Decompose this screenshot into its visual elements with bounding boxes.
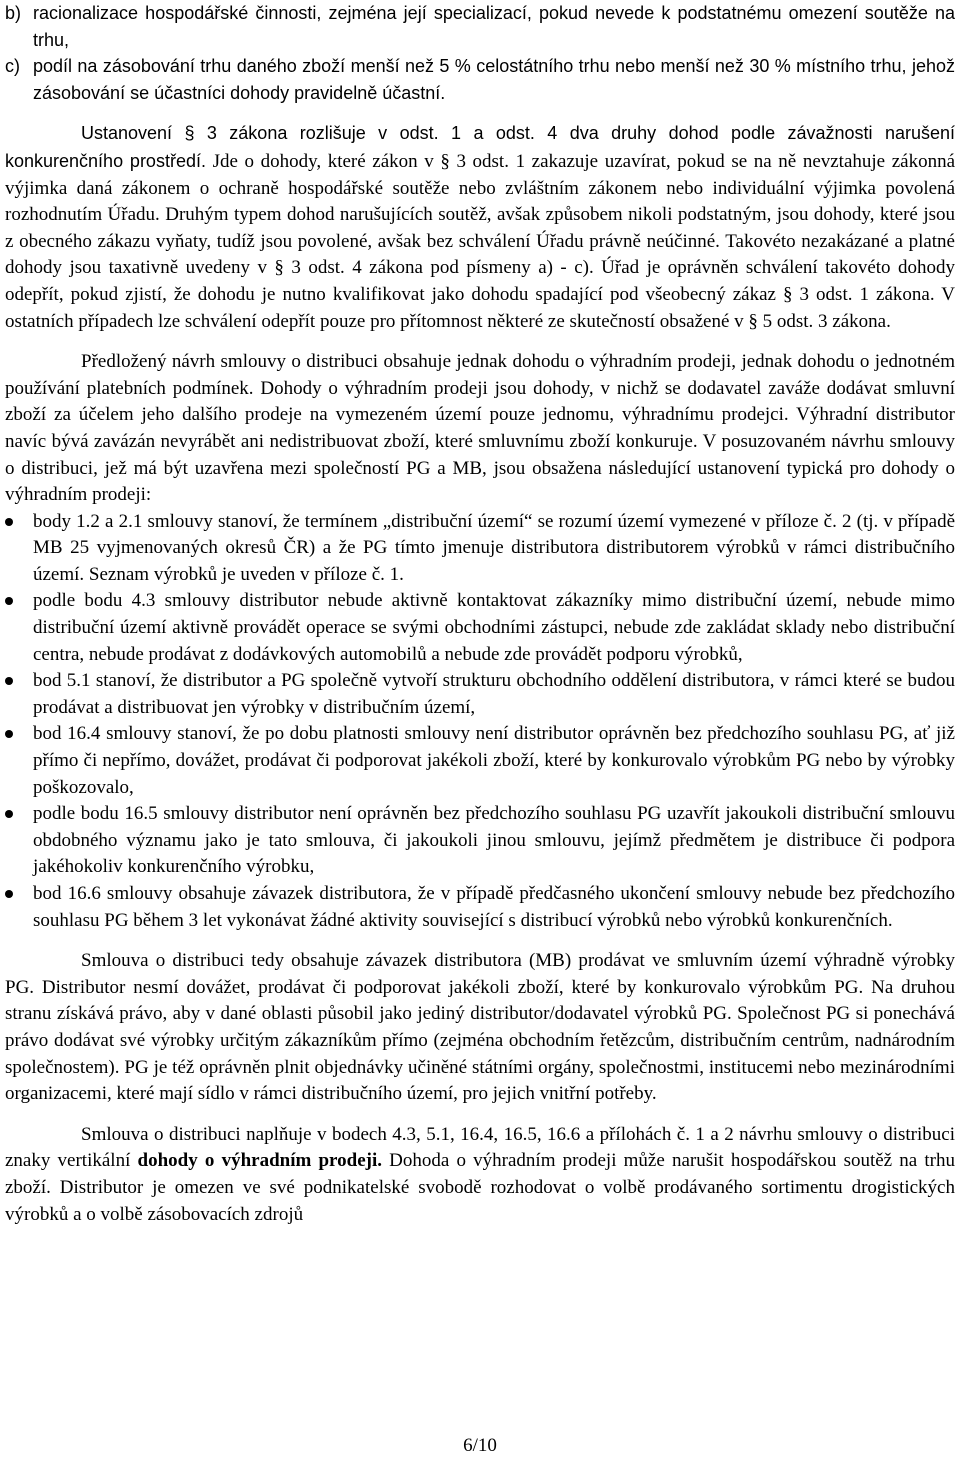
bullet-list: [5, 509, 955, 935]
bullet-icon: [5, 518, 13, 526]
bullet-icon: [5, 810, 13, 818]
paragraph-conclusion: Smlouva o distribuci naplňuje v bodech 4.3, 5.1, 16.4, 16.5, 16.6 a přílohách č. 1 a 2 návrhu smlouvy o distribuci znaky vertikální dohody o výhradním prodeji. Dohoda o výhradním prodeji může narušit hospodářskou soutěž na trhu zboží. Distributor je omezen ve své podnikatelské svobodě rozhodovat o volbě prodávaného sortimentu drogistických výrobků a o volbě zásobovacích zdrojů: [5, 1123, 955, 1225]
list-item-b: [5, 0, 955, 53]
lettered-list: [5, 0, 955, 106]
bullet-icon: [5, 597, 13, 605]
bullet-item: body 1.2 a 2.1 smlouvy stanoví, že termínem „distribuční území“ se rozumí území vymezené v příloze č. 2 (tj. v případě MB 25 vyjmenovaných okresů ČR) a že PG tímto jmenuje distributora distributorem výrobků v rámci distribučního území. Seznam výrobků je uveden v příloze č. 1.: [5, 509, 955, 589]
bullet-icon: [5, 890, 13, 898]
bullet-icon: [5, 677, 13, 685]
paragraph-contract-summary: Smlouva o distribuci tedy obsahuje závazek distributora (MB) prodávat ve smluvním území výhradně výrobky PG. Distributor nesmí dovážet, prodávat či podporovat jakékoli zboží, které by konkurovalo výrobkům PG. Na druhou stranu získává právo, aby v dané oblasti působil jako jediný distributor/dodavatel výrobků PG. Společnost PG si ponechává právo dodávat své výrobky určitým zákazníkům přímo (zejména obchodním řetězcům, distribučním centrům, nadnárodním společnostem). PG je též oprávněn plnit objednávky učiněné státními orgány, společnostmi, institucemi nebo mezinárodními organizacemi, které mají sídlo v rámci distribučního území, pro jejich vnitřní potřeby.: [5, 950, 955, 1105]
bullet-item: bod 16.4 smlouvy stanoví, že po dobu platnosti smlouvy není distributor oprávněn bez předchozího souhlasu PG, ať již přímo či nepřímo, dovážet, prodávat či podporovat jakékoli zboží, které by konkurovalo výrobkům PG nebo by výrobky poškozovalo,: [5, 721, 955, 801]
list-item-c: [5, 53, 955, 106]
paragraph-sans-part: Ustanovení § 3 zákona rozlišuje v odst. 1 a odst. 4 dva druhy dohod podle závažnosti narušení konkurenčního prostředí.: [5, 123, 955, 171]
bullet-item: bod 5.1 stanoví, že distributor a PG společně vytvoří strukturu obchodního oddělení distributora, v rámci které se budou prodávat a distribuovat jen výrobky v distribučním území,: [5, 668, 955, 721]
paragraph-legal-basis: [5, 120, 955, 335]
bullet-item: podle bodu 16.5 smlouvy distributor není oprávněn bez předchozího souhlasu PG uzavřít jakoukoli distribuční smlouvu obdobného významu jako je tato smlouva, či jakoukoli jinou smlouvu, jejímž předmětem je distribuce či podpora jakéhokoliv konkurenčního výrobku,: [5, 801, 955, 881]
list-marker: b): [5, 3, 22, 23]
list-item-text: racionalizace hospodářské činnosti, zejména její specializací, pokud nevede k podstatnému omezení soutěže na trhu,: [33, 3, 955, 50]
list-marker: c): [5, 56, 20, 77]
document-page: [5, 0, 955, 1228]
bullet-item: bod 16.6 smlouvy obsahuje závazek distributora, že v případě předčasného ukončení smlouvy nebude bez předchozího souhlasu PG během 3 let vykonávat žádné aktivity související s distribucí výrobků nebo výrobků konkurenčních.: [5, 881, 955, 934]
bold-term: dohody o výhradním prodeji.: [137, 1150, 382, 1172]
list-item-text: podíl na zásobování trhu daného zboží menší než 5 % celostátního trhu nebo menší než 30 % místního trhu, jehož zásobování se účastníci dohody pravidelně účastní.: [33, 56, 955, 103]
paragraph-contract-proposal: Předložený návrh smlouvy o distribuci obsahuje jednak dohodu o výhradním prodeji, jednak dohodu o jednotném používání platebních podmínek. Dohody o výhradním prodeji jsou dohody, v nichž se dodavatel zaváže dodávat smluvní zboží za účelem jeho dalšího prodeje na vymezeném území pouze jednomu, výhradnímu prodejci. Výhradní distributor navíc bývá zavázán nevyrábět ani nedistribuovat zboží, které smluvnímu zboží konkuruje. V posuzovaném návrhu smlouvy o distribuci, jež má být uzavřena mezi společností PG a MB, jsou obsažena následující ustanovení typická pro dohody o výhradním prodeji:: [5, 351, 955, 506]
paragraph-serif-part: Jde o dohody, které zákon v § 3 odst. 1 zakazuje uzavírat, pokud se na ně nevztahuje zákonná výjimka daná zákonem o ochraně hospodářské soutěže nebo zvláštním zákonem nebo individuální výjimka povolená rozhodnutím Úřadu. Druhým typem dohod narušujících soutěž, avšak způsobem nikoli podstatným, jsou dohody, které jsou z obecného zákazu vyňaty, tudíž jsou povolené, avšak bez schválení Úřadu právně neúčinné. Takovéto nezakázané a platné dohody jsou taxativně uvedeny v § 3 odst. 4 zákona pod písmeny a) - c). Úřad je oprávněn schválení takovéto dohody odepřít, pokud zjistí, že dohodu je nutno kvalifikovat jako dohodu spadající pod všeobecný zákaz § 3 odst. 1 zákona. V ostatních případech lze schválení odepřít pouze pro přítomnost některé ze skutečností obsažené v § 5 odst. 3 zákona.: [5, 150, 956, 332]
bullet-item: podle bodu 4.3 smlouvy distributor nebude aktivně kontaktovat zákazníky mimo distribuční území, nebude mimo distribuční území aktivně provádět operace se svými obchodními zástupci, nebude zde zakládat sklady nebo distribuční centra, nebude prodávat z dodávkových automobilů a nebude zde provádět podporu výrobků,: [5, 588, 955, 668]
bullet-icon: [5, 730, 13, 738]
page-number: 6/10: [463, 1435, 497, 1456]
